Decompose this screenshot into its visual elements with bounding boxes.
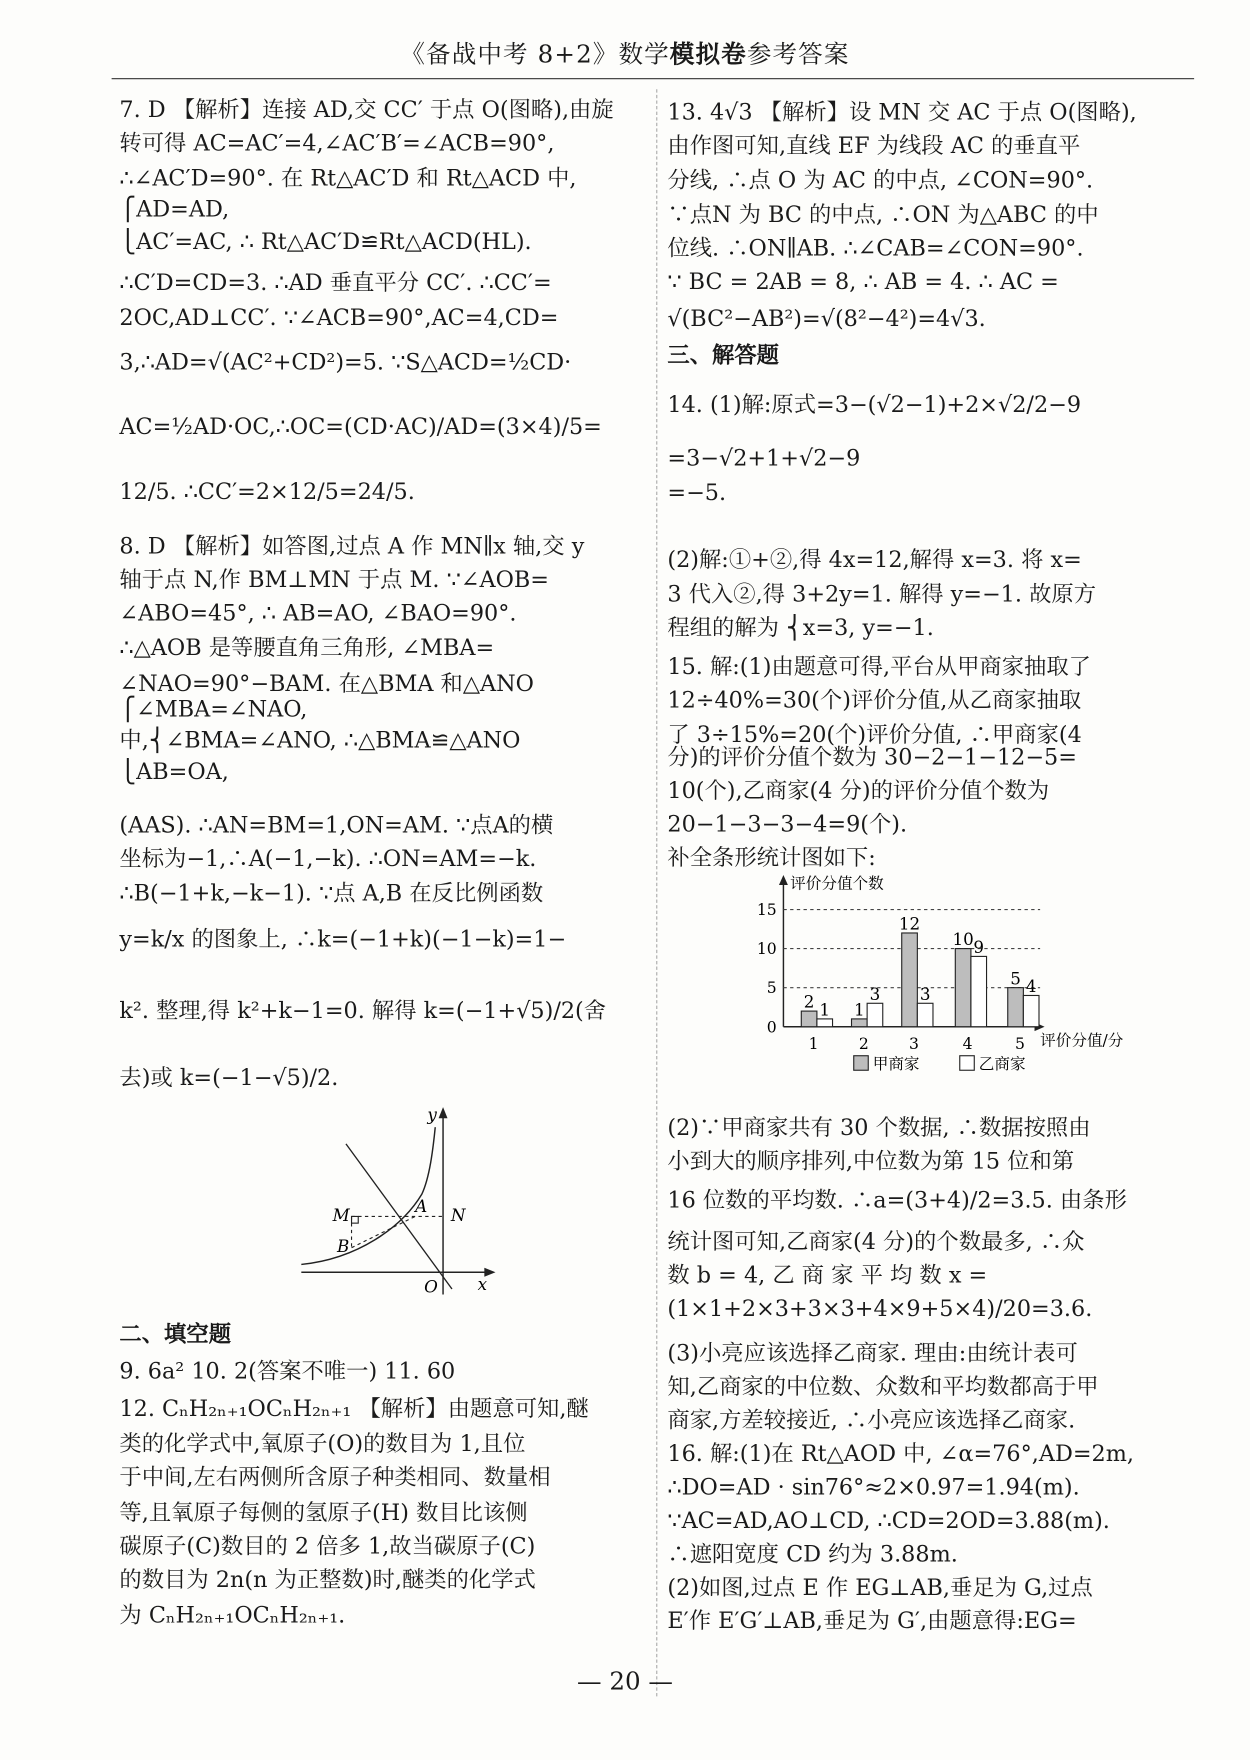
chart-x-tick-label: 3 — [909, 1035, 919, 1054]
legend-swatch — [854, 1056, 869, 1071]
text-line: (3)小亮应该选择乙商家. 理由:由统计表可 — [667, 1339, 1078, 1366]
chart-x-tick-label: 2 — [858, 1035, 869, 1054]
text-line: 12÷40%=30(个)评价分值,从乙商家抽取 — [667, 686, 1082, 714]
text-line: 统计图可知,乙商家(4 分)的个数最多, ∴众 — [667, 1227, 1085, 1255]
text-line: (1×1+2×3+3×3+4×9+5×4)/20=3.6. — [667, 1294, 1093, 1322]
text-line: ⎧AD=AD, — [119, 195, 230, 223]
chart-data-label: 9 — [973, 937, 985, 958]
text-line: (2)解:①+②,得 4x=12,解得 x=3. 将 x= — [667, 545, 1082, 573]
text-line: 二、填空题 — [119, 1320, 232, 1348]
chart-data-label: 3 — [869, 983, 881, 1004]
label-b: B — [337, 1236, 350, 1257]
header-title-suffix: 参考答案 — [746, 41, 850, 70]
text-line: 数 b = 4, 乙 商 家 平 均 数 x = — [667, 1261, 988, 1288]
text-line: 中,⎨∠BMA=∠ANO, ∴△BMA≌△ANO — [119, 726, 521, 754]
label-n: N — [450, 1204, 466, 1225]
chart-data-label: 5 — [1010, 968, 1021, 989]
text-line: 分)的评价分值个数为 30−2−1−12−5= — [667, 743, 1077, 771]
text-line: ∴DO=AD · sin76°≈2×0.97=1.94(m). — [667, 1473, 1080, 1500]
text-line: 轴于点 N,作 BM⊥MN 于点 M. ∵∠AOB= — [119, 565, 550, 593]
text-line: 知,乙商家的中位数、众数和平均数都高于甲 — [667, 1372, 1099, 1400]
text-line: 9. 6a² 10. 2(答案不唯一) 11. 60 — [119, 1357, 456, 1384]
text-line: 12/5. ∴CC′=2×12/5=24/5. — [119, 477, 415, 505]
text-line: ∵ BC = 2AB = 8, ∴ AB = 4. ∴ AC = — [667, 267, 1059, 295]
text-line: 小到大的顺序排列,中位数为第 15 位和第 — [667, 1147, 1075, 1175]
chart-x-tick-label: 1 — [808, 1035, 819, 1054]
chart-bar-jia — [902, 933, 918, 1027]
y-axis-arrow — [439, 1107, 448, 1118]
text-line: 20−1−3−3−4=9(个). — [667, 810, 908, 838]
chart-y-arrow — [779, 875, 788, 885]
chart-bar-yi — [867, 1003, 883, 1026]
text-line: ∠ABO=45°, ∴ AB=AO, ∠BAO=90°. — [119, 599, 517, 627]
text-line: 坐标为−1,∴A(−1,−k). ∴ON=AM=−k. — [119, 844, 537, 872]
chart-bar-yi — [917, 1003, 933, 1026]
text-line: 位线. ∴ON∥AB. ∴∠CAB=∠CON=90°. — [667, 234, 1084, 262]
chart-bar-jia — [801, 1011, 817, 1027]
chart-bar-yi — [817, 1019, 833, 1027]
text-line: k². 整理,得 k²+k−1=0. 解得 k=(−1+√5)/2(舍 — [119, 996, 607, 1024]
text-line: 三、解答题 — [667, 341, 779, 369]
text-line: y=k/x 的图象上, ∴k=(−1+k)(−1−k)=1− — [119, 925, 567, 952]
text-line: 由作图可知,直线 EF 为线段 AC 的垂直平 — [667, 131, 1081, 159]
text-line: 于中间,左右两侧所含原子种类相同、数量相 — [119, 1463, 551, 1490]
text-line: √(BC²−AB²)=√(8²−4²)=4√3. — [667, 304, 986, 332]
page-number-value: 20 — [609, 1668, 641, 1697]
chart-data-label: 3 — [919, 983, 931, 1004]
chart-data-label: 12 — [898, 913, 921, 934]
right-angle-mark — [352, 1216, 359, 1223]
text-line: 商家,方差较接近, ∴小亮应该选择乙商家. — [667, 1406, 1076, 1433]
text-line: 了 3÷15%=20(个)评价分值, ∴甲商家(4 — [667, 720, 1082, 748]
bar-chart — [748, 870, 1172, 1093]
text-line: ⎧∠MBA=∠NAO, — [119, 695, 308, 723]
label-a: A — [415, 1195, 428, 1216]
text-line: ∴B(−1+k,−k−1). ∵点 A,B 在反比例函数 — [119, 879, 544, 907]
label-x: x — [477, 1274, 488, 1295]
text-line: 为 CₙH₂ₙ₊₁OCₙH₂ₙ₊₁. — [119, 1601, 346, 1629]
chart-bar-jia — [852, 1019, 868, 1027]
chart-y-tick-label: 10 — [756, 940, 777, 959]
text-line: 2OC,AD⊥CC′. ∵∠ACB=90°,AC=4,CD= — [119, 303, 559, 331]
text-line: ⎩AB=OA, — [119, 757, 229, 785]
legend-label: 甲商家 — [872, 1055, 920, 1074]
text-line: ∵点N 为 BC 的中点, ∴ON 为△ABC 的中 — [667, 200, 1099, 228]
text-line: 16 位数的平均数. ∴a=(3+4)/2=3.5. 由条形 — [667, 1186, 1127, 1214]
text-line: 10(个),乙商家(4 分)的评价分值个数为 — [667, 776, 1050, 804]
chart-x-tick-label: 5 — [1015, 1035, 1025, 1054]
page-number: — 20 — — [576, 1668, 673, 1697]
text-line: 的数目为 2n(n 为正整数)时,醚类的化学式 — [119, 1565, 536, 1593]
text-line: AC=½AD·OC,∴OC=(CD·AC)/AD=(3×4)/5= — [119, 412, 602, 440]
text-line: =−5. — [667, 478, 727, 506]
coordinate-figure — [290, 1105, 502, 1306]
chart-data-label: 2 — [803, 991, 815, 1012]
ab-dashed-line — [352, 1216, 416, 1247]
chart-y-tick-label: 15 — [756, 901, 777, 920]
text-line: 13. 4√3 【解析】设 MN 交 AC 于点 O(图略), — [667, 98, 1137, 125]
text-line: 3,∴AD=√(AC²+CD²)=5. ∵S△ACD=½CD· — [119, 348, 572, 375]
chart-bar-yi — [1023, 995, 1039, 1026]
chart-data-label: 4 — [1025, 976, 1037, 997]
text-line: 8. D 【解析】如答图,过点 A 作 MN∥x 轴,交 y — [119, 532, 585, 560]
chart-x-tick-label: 4 — [962, 1035, 973, 1054]
text-line: 3 代入②,得 3+2y=1. 解得 y=−1. 故原方 — [667, 580, 1097, 608]
text-line: ∴遮阳宽度 CD 约为 3.88m. — [667, 1540, 958, 1567]
text-line: 去)或 k=(−1−√5)/2. — [119, 1063, 339, 1091]
column-divider — [656, 89, 657, 1696]
text-line: ∴△AOB 是等腰直角三角形, ∠MBA= — [119, 633, 495, 661]
header-title-prefix: 《备战中考 8+2》数学 — [400, 41, 670, 70]
text-line: 等,且氧原子每侧的氢原子(H) 数目比该侧 — [119, 1498, 528, 1526]
text-line: 碳原子(C)数目的 2 倍多 1,故当碳原子(C) — [119, 1532, 536, 1560]
chart-data-label: 1 — [853, 999, 865, 1020]
text-line: E′作 E′G′⊥AB,垂足为 G′,由题意得:EG= — [667, 1607, 1077, 1634]
text-line: ∵AC=AD,AO⊥CD, ∴CD=2OD=3.88(m). — [667, 1506, 1110, 1534]
text-line: (2)∵甲商家共有 30 个数据, ∴数据按照由 — [667, 1113, 1091, 1141]
text-line: 14. (1)解:原式=3−(√2−1)+2×√2/2−9 — [667, 390, 1082, 418]
chart-data-label: 10 — [952, 929, 974, 950]
text-line: (2)如图,过点 E 作 EG⊥AB,垂足为 G,过点 — [667, 1573, 1093, 1601]
text-line: =3−√2+1+√2−9 — [667, 444, 861, 471]
chart-y-label: 评价分值个数 — [790, 874, 884, 893]
label-y: y — [427, 1104, 437, 1125]
chart-y-tick-label: 5 — [766, 979, 777, 998]
chart-bar-jia — [955, 949, 971, 1027]
text-line: ∠NAO=90°−BAM. 在△BMA 和△ANO — [119, 669, 534, 697]
text-line: 15. 解:(1)由题意可得,平台从甲商家抽取了 — [667, 652, 1091, 680]
text-line: ∴C′D=CD=3. ∴AD 垂直平分 CC′. ∴CC′= — [119, 268, 552, 296]
legend-swatch — [960, 1056, 975, 1071]
text-line: 转可得 AC=AC′=4,∠AC′B′=∠ACB=90°, — [119, 129, 555, 157]
label-m: M — [332, 1204, 350, 1225]
chart-y-tick-label: 0 — [766, 1018, 777, 1037]
page-header — [0, 36, 1250, 71]
text-line: 分线, ∴点 O 为 AC 的中点, ∠CON=90°. — [667, 166, 1094, 194]
label-o: O — [424, 1276, 438, 1297]
text-line: 补全条形统计图如下: — [667, 843, 876, 871]
chart-data-label: 1 — [819, 999, 831, 1020]
text-line: ⎩AC′=AC, ∴ Rt△AC′D≌Rt△ACD(HL). — [119, 227, 532, 255]
chart-bar-jia — [1008, 988, 1024, 1027]
legend-label: 乙商家 — [978, 1055, 1026, 1074]
text-line: 7. D 【解析】连接 AD,交 CC′ 于点 O(图略),由旋 — [119, 95, 614, 123]
text-line: 类的化学式中,氧原子(O)的数目为 1,且位 — [119, 1429, 526, 1457]
text-line: (AAS). ∴AN=BM=1,ON=AM. ∵点A的横 — [119, 811, 554, 839]
text-line: ∴∠AC′D=90°. 在 Rt△AC′D 和 Rt△ACD 中, — [119, 164, 577, 191]
header-rule — [112, 78, 1195, 79]
chart-x-label: 评价分值/分 — [1040, 1031, 1124, 1050]
header-title-bold: 模拟卷 — [669, 40, 747, 70]
text-line: 程组的解为 ⎨x=3, y=−1. — [667, 613, 934, 641]
text-line: 16. 解:(1)在 Rt△AOD 中, ∠α=76°,AD=2m, — [667, 1439, 1134, 1467]
chart-bar-yi — [971, 956, 987, 1026]
text-line: 12. CₙH₂ₙ₊₁OCₙH₂ₙ₊₁ 【解析】由题意可知,醚 — [119, 1395, 589, 1422]
